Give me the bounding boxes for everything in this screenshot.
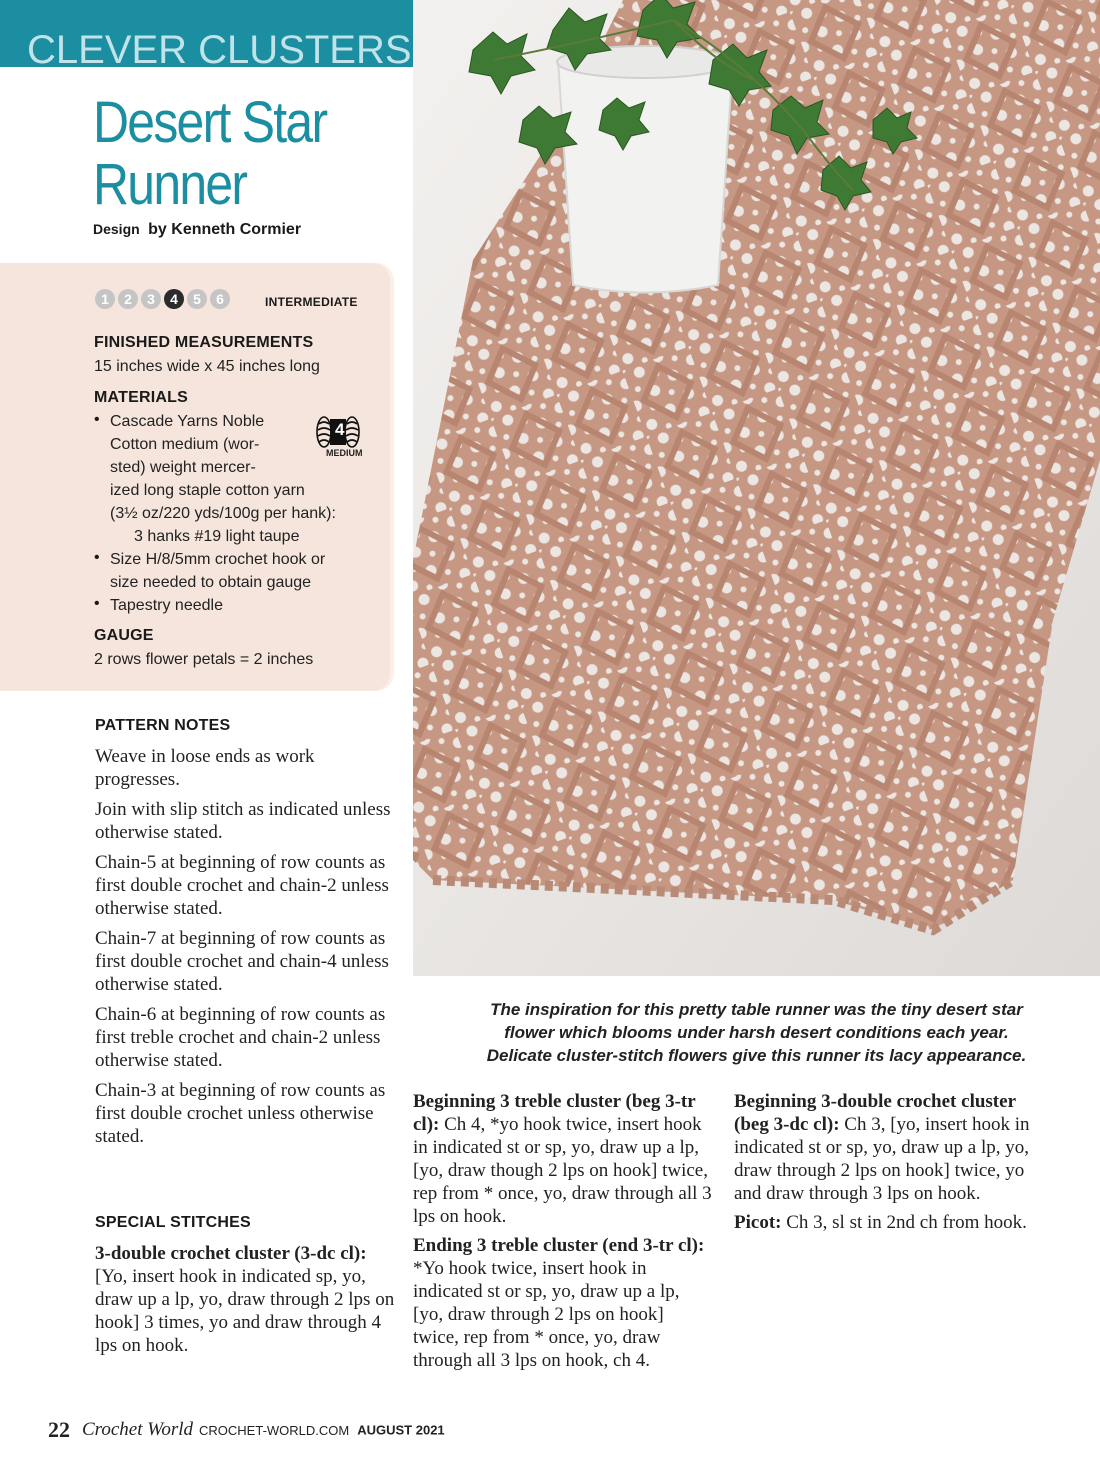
yarn-line-6: 3 hanks #19 light taupe [134, 528, 300, 545]
note-item: Weave in loose ends as work progresses. [95, 746, 315, 790]
skill-level-6: 6 [210, 289, 230, 309]
skill-level-3: 3 [141, 289, 161, 309]
stitch-name: Beginning 3 treble cluster (beg 3-tr cl): [413, 1091, 696, 1135]
section-title: CLEVER CLUSTERS [27, 28, 412, 72]
material-yarn [110, 410, 336, 548]
gauge-text: 2 rows flower petals = 2 inches [94, 651, 314, 668]
stitch-name: Beginning 3-double crochet cluster (beg 3-dc cl): [734, 1091, 1016, 1135]
yarn-weight-label: MEDIUM [326, 448, 363, 458]
caption-line-3: Delicate cluster-stitch flowers give this runner its lacy appearance. [486, 1046, 1027, 1065]
skill-level-5: 5 [187, 289, 207, 309]
stitch-column-1 [95, 1242, 395, 1363]
hook-line-2: size needed to obtain gauge [110, 574, 312, 591]
stitch-entry [413, 1234, 713, 1372]
stitch-name: 3-double crochet cluster (3-dc cl): [95, 1243, 367, 1264]
skill-level-2: 2 [118, 289, 138, 309]
issue-date: AUGUST 2021 [357, 1422, 445, 1438]
yarn-line-3: sted) weight mercer- [110, 459, 256, 476]
yarn-line-2: Cotton medium (wor- [110, 436, 260, 453]
yarn-line-5: (3½ oz/220 yds/100g per hank): [110, 505, 336, 522]
caption-line-2: flower which blooms under harsh desert conditions each year. [504, 1023, 1009, 1042]
note-item: Join with slip stitch as indicated unless otherwise stated. [95, 799, 391, 843]
section-banner [0, 0, 413, 72]
stitch-text: [Yo, insert hook in indicated sp, yo, draw up a lp, yo, draw through 2 lps on hook] 3 times, yo and draw through 4 lps on hook. [95, 1266, 395, 1356]
material-hook [110, 548, 325, 594]
stitch-name: Ending 3 treble cluster (end 3-tr cl): [413, 1235, 705, 1256]
byline-label: Design [93, 221, 140, 237]
stitch-column-3 [734, 1090, 1034, 1240]
page-title [93, 92, 326, 216]
measurements-text: 15 inches wide x 45 inches long [94, 358, 320, 375]
gauge-heading: GAUGE [94, 627, 154, 644]
bullet-3: • [94, 595, 100, 612]
stitch-text: Ch 4, *yo hook twice, insert hook in indicated st or sp, yo, draw up a lp, [yo, draw though 2 lps on hook] twice, rep from * once, yo, draw through all 3 lps on hook. [413, 1114, 712, 1227]
pattern-notes-heading: PATTERN NOTES [95, 717, 231, 734]
note-item: Chain-3 at beginning of row counts as first double crochet unless otherwise stated. [95, 1080, 386, 1147]
note-item: Chain-6 at beginning of row counts as first treble crochet and chain-2 unless otherwise stated. [95, 1004, 386, 1071]
measurements-heading: FINISHED MEASUREMENTS [94, 334, 314, 351]
hook-line-1: Size H/8/5mm crochet hook or [110, 551, 326, 568]
stitch-column-2 [413, 1090, 713, 1378]
title-line-2: Runner [93, 152, 247, 217]
stitch-entry [413, 1090, 713, 1228]
stitch-entry [734, 1090, 1034, 1205]
designer-name: by Kenneth Cormier [148, 221, 302, 238]
skill-level-indicator [95, 289, 230, 309]
stitch-text: Ch 3, [yo, insert hook in indicated st or sp, yo, draw up a lp, yo, draw through 2 lps on hook] twice, yo and draw through 3 lps on hook. [734, 1114, 1030, 1204]
special-stitches-heading: SPECIAL STITCHES [95, 1214, 251, 1231]
yarn-line-1: Cascade Yarns Noble [110, 413, 265, 430]
caption-line-1: The inspiration for this pretty table runner was the tiny desert star [490, 1000, 1023, 1019]
note-item: Chain-7 at beginning of row counts as first double crochet and chain-4 unless otherwise stated. [95, 928, 389, 995]
page-footer [48, 1417, 445, 1443]
yarn-weight-number: 4 [335, 420, 345, 439]
byline [93, 221, 301, 239]
magazine-name: Crochet World [82, 1419, 194, 1440]
pattern-notes [95, 745, 395, 1155]
stitch-entry [734, 1211, 1034, 1234]
runner-photo [413, 0, 1100, 976]
yarn-line-4: ized long staple cotton yarn [110, 482, 305, 499]
photo-caption [413, 998, 1100, 1067]
note-item: Chain-5 at beginning of row counts as first double crochet and chain-2 unless otherwise stated. [95, 852, 389, 919]
stitch-name: Picot: [734, 1212, 782, 1233]
bullet-1: • [94, 411, 100, 428]
stitch-text: *Yo hook twice, insert hook in indicated st or sp, yo, draw up a lp, [yo, draw through 2 lps on hook] twice, rep from * once, yo, draw through all 3 lps on hook, ch 4. [413, 1258, 680, 1371]
material-needle: Tapestry needle [110, 597, 223, 614]
skill-level-1: 1 [95, 289, 115, 309]
magazine-url: CROCHET-WORLD.COM [199, 1422, 350, 1438]
stitch-text: Ch 3, sl st in 2nd ch from hook. [781, 1212, 1027, 1233]
stitch-entry [95, 1242, 395, 1357]
skill-level-label: INTERMEDIATE [265, 295, 358, 309]
bullet-2: • [94, 549, 100, 566]
page-number: 22 [48, 1417, 70, 1442]
materials-heading: MATERIALS [94, 389, 188, 406]
skill-level-4-selected: 4 [164, 289, 184, 309]
title-line-1: Desert Star [93, 90, 327, 155]
